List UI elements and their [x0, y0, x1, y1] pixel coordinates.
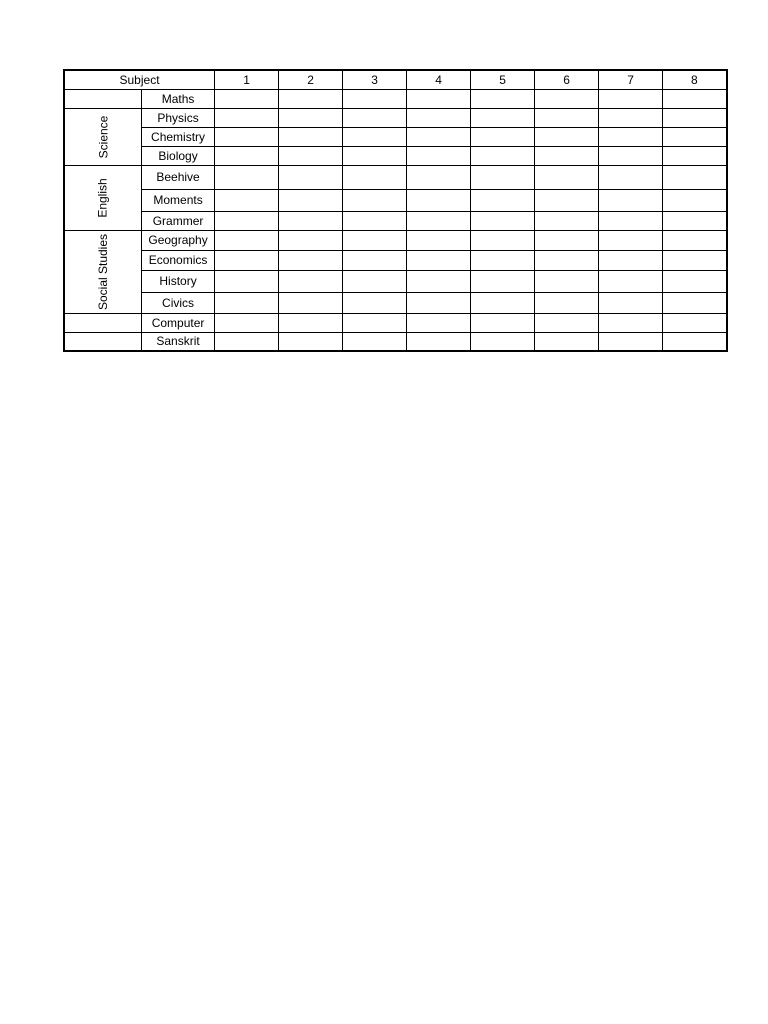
group-label: Science — [96, 115, 111, 158]
grid-cell[interactable] — [343, 332, 407, 351]
grid-cell[interactable] — [343, 230, 407, 250]
grid-cell[interactable] — [215, 146, 279, 165]
table-row — [64, 313, 727, 332]
grid-cell[interactable] — [535, 146, 599, 165]
grid-cell[interactable] — [535, 250, 599, 270]
grid-cell[interactable] — [407, 332, 471, 351]
grid-cell[interactable] — [599, 313, 663, 332]
table-row — [64, 270, 727, 292]
grid-cell[interactable] — [535, 108, 599, 127]
group-label-cell — [64, 313, 142, 332]
grid-cell[interactable] — [215, 89, 279, 108]
grid-cell[interactable] — [407, 146, 471, 165]
grid-cell[interactable] — [343, 89, 407, 108]
grid-cell[interactable] — [215, 313, 279, 332]
grid-cell[interactable] — [279, 189, 343, 211]
table-row — [64, 211, 727, 230]
table-row — [64, 146, 727, 165]
grid-cell[interactable] — [599, 127, 663, 146]
subject-name-cell: Economics — [142, 250, 215, 270]
grid-cell[interactable] — [471, 89, 535, 108]
column-header-7: 7 — [599, 70, 663, 89]
grid-cell[interactable] — [535, 292, 599, 313]
table-row — [64, 165, 727, 189]
grid-cell[interactable] — [663, 127, 727, 146]
grid-cell[interactable] — [471, 211, 535, 230]
grid-cell[interactable] — [599, 250, 663, 270]
grid-cell[interactable] — [535, 313, 599, 332]
subject-grid-table — [63, 69, 728, 352]
grid-cell[interactable] — [407, 165, 471, 189]
group-label-cell — [64, 89, 142, 108]
grid-cell[interactable] — [215, 270, 279, 292]
subject-name-cell: Chemistry — [142, 127, 215, 146]
grid-cell[interactable] — [471, 230, 535, 250]
table-row — [64, 250, 727, 270]
column-header-4: 4 — [407, 70, 471, 89]
grid-cell[interactable] — [279, 230, 343, 250]
grid-cell[interactable] — [279, 211, 343, 230]
grid-cell[interactable] — [215, 211, 279, 230]
grid-cell[interactable] — [215, 108, 279, 127]
grid-cell[interactable] — [215, 165, 279, 189]
grid-cell[interactable] — [599, 108, 663, 127]
grid-cell[interactable] — [535, 270, 599, 292]
subject-name-cell: History — [142, 270, 215, 292]
grid-cell[interactable] — [663, 250, 727, 270]
grid-cell[interactable] — [407, 211, 471, 230]
grid-cell[interactable] — [407, 292, 471, 313]
grid-cell[interactable] — [535, 189, 599, 211]
grid-cell[interactable] — [471, 146, 535, 165]
subject-name-cell: Beehive — [142, 165, 215, 189]
grid-cell[interactable] — [599, 332, 663, 351]
grid-cell[interactable] — [663, 189, 727, 211]
column-header-8: 8 — [663, 70, 727, 89]
column-header-1: 1 — [215, 70, 279, 89]
grid-cell[interactable] — [407, 189, 471, 211]
grid-cell[interactable] — [279, 270, 343, 292]
grid-cell[interactable] — [279, 313, 343, 332]
subject-name-cell: Grammer — [142, 211, 215, 230]
grid-cell[interactable] — [599, 89, 663, 108]
grid-cell[interactable] — [599, 230, 663, 250]
grid-cell[interactable] — [279, 292, 343, 313]
grid-cell[interactable] — [471, 292, 535, 313]
subject-header-cell: Subject — [64, 70, 215, 89]
grid-cell[interactable] — [343, 165, 407, 189]
table-row — [64, 230, 727, 250]
grid-cell[interactable] — [663, 108, 727, 127]
grid-cell[interactable] — [343, 189, 407, 211]
grid-cell[interactable] — [215, 332, 279, 351]
grid-cell[interactable] — [343, 108, 407, 127]
column-header-3: 3 — [343, 70, 407, 89]
grid-cell[interactable] — [407, 230, 471, 250]
group-label: English — [96, 177, 111, 218]
grid-cell[interactable] — [663, 313, 727, 332]
table-row — [64, 127, 727, 146]
group-label-cell — [64, 230, 142, 313]
header-row — [64, 70, 727, 89]
table-row — [64, 292, 727, 313]
grid-cell[interactable] — [215, 189, 279, 211]
grid-cell[interactable] — [279, 332, 343, 351]
grid-cell[interactable] — [663, 332, 727, 351]
grid-cell[interactable] — [663, 165, 727, 189]
grid-cell[interactable] — [279, 165, 343, 189]
grid-cell[interactable] — [663, 292, 727, 313]
table-row — [64, 89, 727, 108]
subject-name-cell: Civics — [142, 292, 215, 313]
grid-cell[interactable] — [535, 127, 599, 146]
grid-cell[interactable] — [535, 211, 599, 230]
group-label-cell — [64, 165, 142, 230]
grid-cell[interactable] — [407, 270, 471, 292]
grid-cell[interactable] — [407, 127, 471, 146]
grid-cell[interactable] — [663, 89, 727, 108]
subject-name-cell: Geography — [142, 230, 215, 250]
grid-cell[interactable] — [343, 211, 407, 230]
grid-cell[interactable] — [343, 292, 407, 313]
grid-cell[interactable] — [215, 127, 279, 146]
table-row — [64, 108, 727, 127]
grid-cell[interactable] — [407, 313, 471, 332]
grid-cell[interactable] — [407, 89, 471, 108]
grid-cell[interactable] — [279, 108, 343, 127]
subject-name-cell: Maths — [142, 89, 215, 108]
subject-name-cell: Moments — [142, 189, 215, 211]
grid-cell[interactable] — [343, 146, 407, 165]
grid-cell[interactable] — [663, 146, 727, 165]
grid-cell[interactable] — [663, 211, 727, 230]
table-row — [64, 332, 727, 351]
grid-cell[interactable] — [279, 89, 343, 108]
grid-cell[interactable] — [599, 292, 663, 313]
grid-cell[interactable] — [599, 211, 663, 230]
grid-cell[interactable] — [471, 332, 535, 351]
grid-cell[interactable] — [407, 250, 471, 270]
grid-cell[interactable] — [471, 189, 535, 211]
column-header-6: 6 — [535, 70, 599, 89]
grid-cell[interactable] — [535, 230, 599, 250]
table-row — [64, 189, 727, 211]
grid-cell[interactable] — [663, 270, 727, 292]
grid-cell[interactable] — [407, 108, 471, 127]
grid-cell[interactable] — [215, 250, 279, 270]
grid-cell[interactable] — [215, 230, 279, 250]
grid-cell[interactable] — [471, 108, 535, 127]
subject-name-cell: Physics — [142, 108, 215, 127]
grid-cell[interactable] — [471, 165, 535, 189]
grid-cell[interactable] — [599, 270, 663, 292]
grid-cell[interactable] — [279, 250, 343, 270]
grid-cell[interactable] — [471, 250, 535, 270]
column-header-2: 2 — [279, 70, 343, 89]
group-label-cell — [64, 108, 142, 165]
group-label: Social Studies — [96, 233, 111, 310]
grid-cell[interactable] — [599, 189, 663, 211]
grid-cell[interactable] — [343, 250, 407, 270]
grid-cell[interactable] — [535, 89, 599, 108]
grid-cell[interactable] — [599, 165, 663, 189]
grid-cell[interactable] — [663, 230, 727, 250]
column-header-5: 5 — [471, 70, 535, 89]
grid-cell[interactable] — [535, 332, 599, 351]
grid-cell[interactable] — [471, 127, 535, 146]
grid-cell[interactable] — [535, 165, 599, 189]
grid-cell[interactable] — [471, 313, 535, 332]
grid-cell[interactable] — [279, 127, 343, 146]
grid-cell[interactable] — [343, 270, 407, 292]
subject-name-cell: Sanskrit — [142, 332, 215, 351]
grid-cell[interactable] — [599, 146, 663, 165]
grid-cell[interactable] — [279, 146, 343, 165]
group-label-cell — [64, 332, 142, 351]
subject-name-cell: Biology — [142, 146, 215, 165]
subject-name-cell: Computer — [142, 313, 215, 332]
grid-cell[interactable] — [471, 270, 535, 292]
grid-cell[interactable] — [343, 313, 407, 332]
grid-cell[interactable] — [343, 127, 407, 146]
grid-cell[interactable] — [215, 292, 279, 313]
